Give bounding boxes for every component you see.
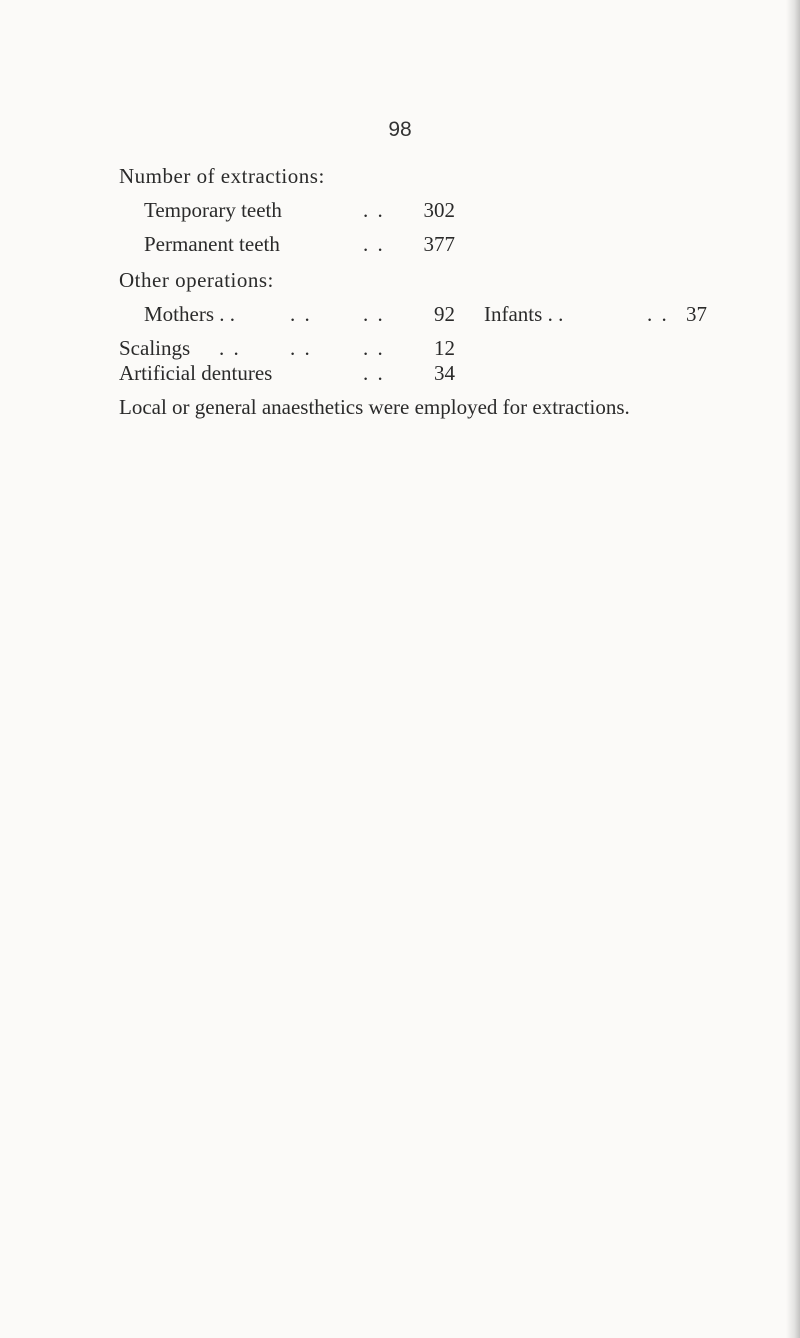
other-operations-heading: Other operations: [119, 268, 274, 292]
mothers-leader-2: . . [363, 302, 385, 326]
infants-label: Infants . . [484, 302, 564, 326]
temporary-teeth-leader: . . [363, 198, 385, 222]
scalings-leader-1: . . [219, 336, 241, 360]
page-number: 98 [388, 118, 412, 141]
anaesthetics-note: Local or general anaesthetics were employed for extractions. [119, 395, 630, 419]
temporary-teeth-value: 302 [423, 198, 455, 222]
scalings-leader-2: . . [290, 336, 312, 360]
scalings-leader-3: . . [363, 336, 385, 360]
permanent-teeth-label: Permanent teeth [144, 232, 280, 256]
temporary-teeth-label: Temporary teeth [144, 198, 282, 222]
dentures-value: 34 [434, 361, 455, 385]
mothers-leader-1: . . [290, 302, 312, 326]
dentures-label: Artificial dentures [119, 361, 273, 385]
infants-value: 37 [686, 302, 707, 326]
permanent-teeth-leader: . . [363, 232, 385, 256]
mothers-value: 92 [434, 302, 455, 326]
dentures-leader: . . [363, 361, 385, 385]
scalings-label: Scalings [119, 336, 191, 360]
mothers-label: Mothers . . [144, 302, 235, 326]
extractions-heading: Number of extractions: [119, 164, 325, 188]
page-edge-shadow [786, 0, 800, 1338]
infants-leader: . . [647, 302, 669, 326]
scalings-value: 12 [434, 336, 455, 360]
permanent-teeth-value: 377 [423, 232, 455, 256]
